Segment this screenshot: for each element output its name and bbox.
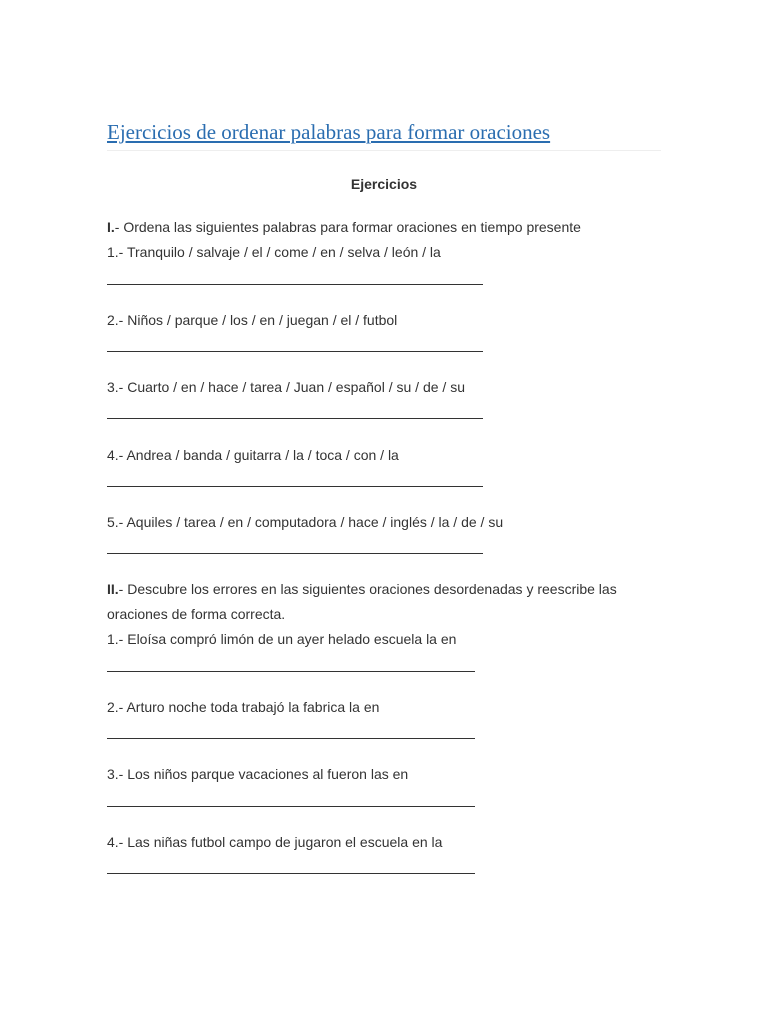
section1-instruction-text: - Ordena las siguientes palabras para formar oraciones en tiempo presente [114,219,581,235]
answer-line [107,486,483,487]
section-heading: Ejercicios [350,176,418,192]
answer-line [107,351,483,352]
answer-line [107,284,483,285]
section1-item-3: 3.- Cuarto / en / hace / tarea / Juan / español / su / de / su [107,379,465,395]
section1-instruction [107,218,581,236]
answer-line [107,671,475,672]
section2-instruction-cont: oraciones de forma correcta. [107,606,286,622]
section2-instruction [107,580,617,598]
answer-line [107,553,483,554]
answer-line [107,873,475,874]
section1-item-2: 2.- Niños / parque / los / en / juegan / el / futbol [107,312,398,328]
section2-item-1: 1.- Eloísa compró limón de un ayer helado escuela la en [107,631,457,647]
section2-item-2: 2.- Arturo noche toda trabajó la fabrica la en [107,699,380,715]
section1-item-4: 4.- Andrea / banda / guitarra / la / toca / con / la [107,447,399,463]
section2-item-4: 4.- Las niñas futbol campo de jugaron el escuela en la [107,834,443,850]
answer-line [107,806,475,807]
section1-item-1: 1.- Tranquilo / salvaje / el / come / en / selva / león / la [107,244,441,260]
title-divider [107,150,661,151]
page-title[interactable]: Ejercicios de ordenar palabras para formar oraciones [107,120,551,144]
answer-line [107,418,483,419]
answer-line [107,738,475,739]
section1-item-5: 5.- Aquiles / tarea / en / computadora / hace / inglés / la / de / su [107,514,504,530]
section2-item-3: 3.- Los niños parque vacaciones al fueron las en [107,766,409,782]
section2-instruction-text: - Descubre los errores en las siguientes oraciones desordenadas y reescribe las [118,581,617,597]
section2-numeral: II. [107,581,119,597]
section1-numeral: I. [107,219,115,235]
